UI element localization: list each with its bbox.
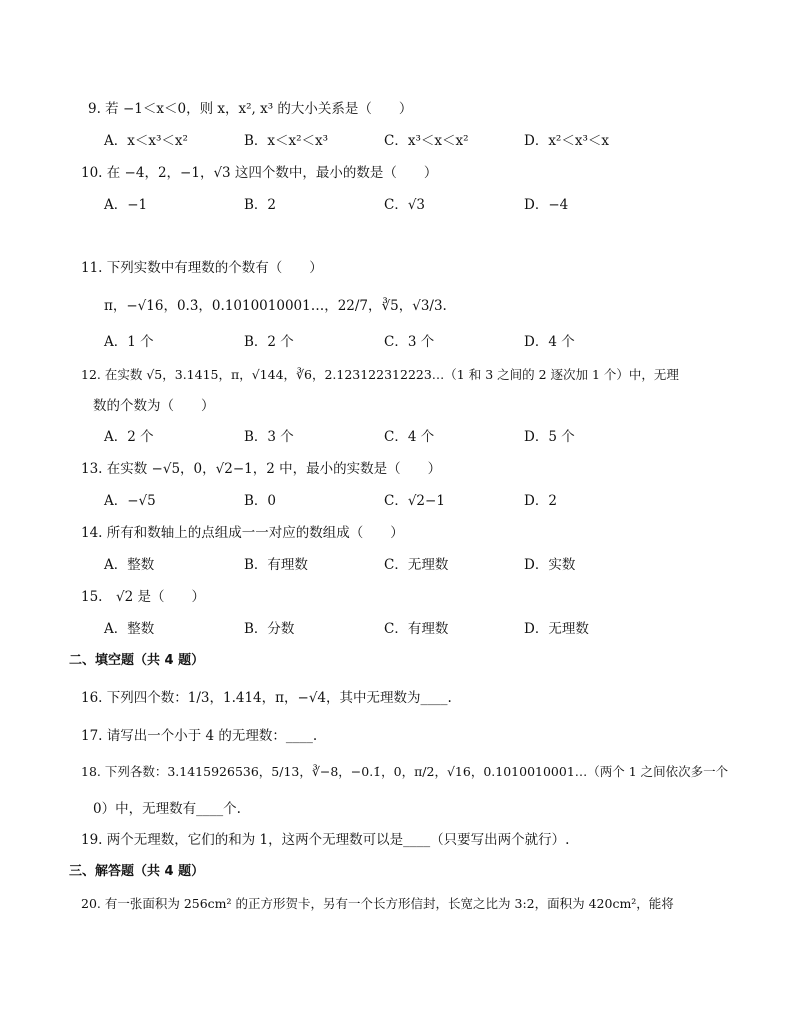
q10-option-d[interactable]: D．−4 xyxy=(524,197,569,213)
q15-option-b[interactable]: B．分数 xyxy=(244,621,295,637)
q10-option-a[interactable]: A．−1 xyxy=(104,197,148,213)
q13-option-d[interactable]: D．2 xyxy=(524,493,557,509)
q15-option-c[interactable]: C．有理数 xyxy=(384,621,449,637)
q10-stem: 10. 在 −4，2，−1，√3 这四个数中，最小的数是（ ） xyxy=(81,165,438,181)
q12-option-c[interactable]: C．4 个 xyxy=(384,429,435,445)
q11-option-b[interactable]: B．2 个 xyxy=(244,334,294,350)
q16-text: 16. 下列四个数：1/3，1.414，π，−√4，其中无理数为____. xyxy=(81,690,452,706)
q12-stem-continued: 数的个数为（ ） xyxy=(93,398,215,414)
q13-stem: 13. 在实数 −√5，0，√2−1，2 中，最小的实数是（ ） xyxy=(81,461,442,477)
q11-stem: 11. 下列实数中有理数的个数有（ ） xyxy=(81,260,323,276)
q14-stem: 14. 所有和数轴上的点组成一一对应的数组成（ ） xyxy=(81,525,404,541)
q12-stem: 12. 在实数 √5，3.1415，π，√144，∛6，2.123122312223…（1 和 3 之间的 2 逐次加 1 个）中，无理 xyxy=(81,367,679,382)
q15-option-d[interactable]: D．无理数 xyxy=(524,621,589,637)
q18-text-continued: 0）中，无理数有____个. xyxy=(93,801,241,817)
q10-option-b[interactable]: B．2 xyxy=(244,197,277,213)
q12-option-a[interactable]: A．2 个 xyxy=(104,429,154,445)
q12-option-d[interactable]: D．5 个 xyxy=(524,429,575,445)
section-heading-solutions: 三、解答题（共 4 题） xyxy=(69,864,205,879)
section-heading-fill-in: 二、填空题（共 4 题） xyxy=(69,653,205,668)
q14-option-a[interactable]: A．整数 xyxy=(104,557,155,573)
q11-option-d[interactable]: D．4 个 xyxy=(524,334,575,350)
q13-option-a[interactable]: A．−√5 xyxy=(104,493,156,509)
q9-option-a[interactable]: A．x＜x³＜x² xyxy=(104,133,188,149)
q19-text: 19. 两个无理数，它们的和为 1，这两个无理数可以是____（只要写出两个就行）. xyxy=(81,832,570,848)
q15-option-a[interactable]: A．整数 xyxy=(104,621,155,637)
q9-option-d[interactable]: D．x²＜x³＜x xyxy=(524,133,609,149)
q10-option-c[interactable]: C．√3 xyxy=(384,197,426,213)
q13-option-b[interactable]: B．0 xyxy=(244,493,277,509)
q9-option-b[interactable]: B．x＜x²＜x³ xyxy=(244,133,329,149)
q17-text: 17. 请写出一个小于 4 的无理数：____. xyxy=(81,728,318,744)
q12-option-b[interactable]: B．3 个 xyxy=(244,429,294,445)
q11-option-a[interactable]: A．1 个 xyxy=(104,334,154,350)
q13-option-c[interactable]: C．√2−1 xyxy=(384,493,445,509)
q11-option-c[interactable]: C．3 个 xyxy=(384,334,435,350)
q14-option-b[interactable]: B．有理数 xyxy=(244,557,308,573)
q11-number-list: π，−√16，0.3̇，0.1010010001…，22/7，∛5，√3/3. xyxy=(104,298,447,314)
q20-text: 20. 有一张面积为 256cm² 的正方形贺卡，另有一个长方形信封，长宽之比为 3:2，面积为 420cm²，能将 xyxy=(81,896,674,911)
q9-stem: 9. 若 −1＜x＜0，则 x，x², x³ 的大小关系是（ ） xyxy=(88,101,413,117)
q9-option-c[interactable]: C．x³＜x＜x² xyxy=(384,133,469,149)
q14-option-d[interactable]: D．实数 xyxy=(524,557,576,573)
q18-text: 18. 下列各数：3.1415926536，5/13，∛−8，−0.1̇，0，π/2，√16，0.1010010001…（两个 1 之间依次多一个 xyxy=(81,764,729,779)
q15-stem: 15. √2 是（ ） xyxy=(81,589,205,605)
q14-option-c[interactable]: C．无理数 xyxy=(384,557,449,573)
